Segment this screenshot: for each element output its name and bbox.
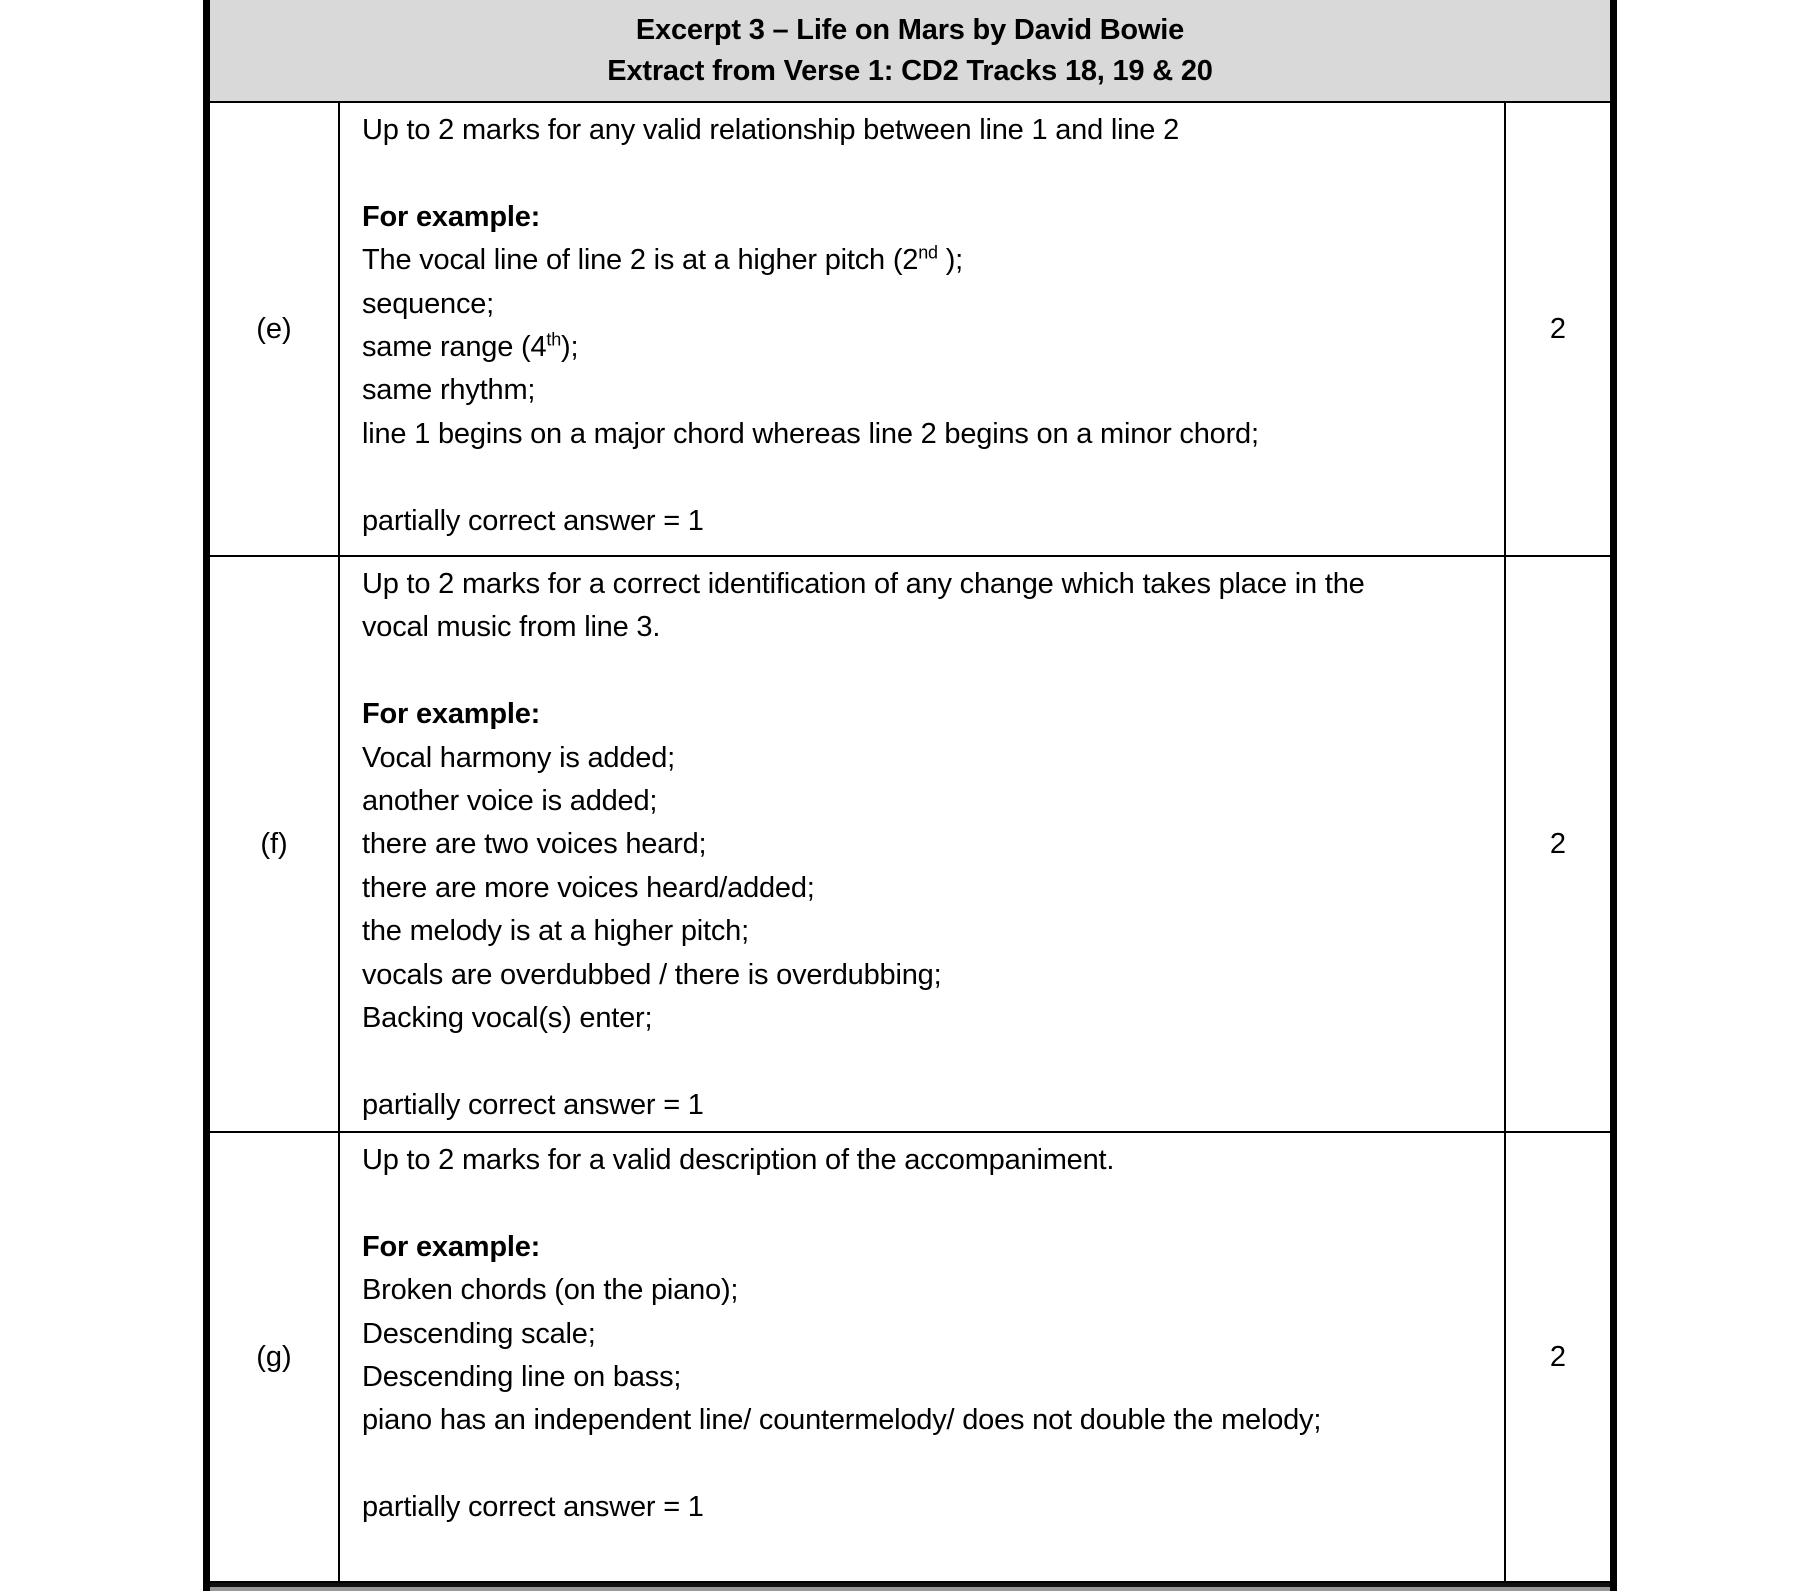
answer-line: same range (4th);: [362, 329, 579, 364]
answer-line: Descending scale;: [362, 1317, 596, 1350]
answer-line: Vocal harmony is added;: [362, 741, 675, 774]
answer-line: piano has an independent line/ countermelody/ does not double the melody;: [362, 1404, 1322, 1437]
marks-value: 2: [1549, 827, 1567, 860]
answer-line: partially correct answer = 1: [362, 1088, 704, 1121]
answer-line: For example:: [362, 698, 541, 731]
next-section-border: [210, 1583, 1610, 1591]
answer-line: there are more voices heard/added;: [362, 871, 815, 904]
answer-cell: [338, 1133, 1506, 1581]
mark-scheme-row: [210, 1133, 1610, 1583]
answer-line: Up to 2 marks for a correct identification of any change which takes place in the: [362, 568, 1365, 600]
question-label: (e): [256, 312, 292, 345]
excerpt-header: [210, 0, 1610, 103]
mark-scheme-row: [210, 557, 1610, 1133]
mark-scheme-rows: [210, 103, 1610, 1583]
answer-line: partially correct answer = 1: [362, 1491, 704, 1524]
answer-line: The vocal line of line 2 is at a higher pitch (2nd );: [362, 242, 964, 277]
mark-scheme-row: [210, 103, 1610, 557]
answer-line: For example:: [362, 200, 541, 233]
marks-value: 2: [1549, 312, 1567, 345]
answer-line: For example:: [362, 1230, 541, 1263]
answer-line: the melody is at a higher pitch;: [362, 915, 749, 948]
excerpt-title: Excerpt 3 – Life on Mars by David Bowie: [635, 13, 1185, 46]
question-label: (g): [256, 1340, 292, 1373]
answer-line: Up to 2 marks for a valid description of the accompaniment.: [362, 1144, 1115, 1176]
answer-line: Backing vocal(s) enter;: [362, 1002, 653, 1035]
answer-line: Broken chords (on the piano);: [362, 1274, 739, 1307]
answer-line: [362, 152, 1484, 195]
answer-line: Descending line on bass;: [362, 1361, 682, 1394]
answer-line: Up to 2 marks for any valid relationship between line 1 and line 2: [362, 114, 1179, 146]
answer-line: line 1 begins on a major chord whereas line 2 begins on a minor chord;: [362, 417, 1259, 450]
answer-line: [362, 650, 1484, 693]
answer-line: partially correct answer = 1: [362, 504, 704, 537]
answer-line: vocal music from line 3.: [362, 611, 661, 644]
answer-cell: [338, 557, 1506, 1131]
answer-line: another voice is added;: [362, 785, 658, 818]
answer-line: [362, 1182, 1484, 1225]
answer-line: [362, 1040, 1484, 1083]
answer-line: sequence;: [362, 287, 495, 320]
question-label: (f): [260, 827, 288, 860]
mark-scheme-table: [203, 0, 1617, 1591]
answer-line: same rhythm;: [362, 374, 536, 407]
excerpt-subtitle: Extract from Verse 1: CD2 Tracks 18, 19 & 20: [607, 54, 1213, 87]
answer-line: vocals are overdubbed / there is overdubbing;: [362, 958, 942, 991]
answer-line: [362, 1443, 1484, 1486]
answer-cell: [338, 103, 1506, 555]
answer-line: there are two voices heard;: [362, 828, 707, 861]
answer-line: [362, 456, 1484, 499]
marks-value: 2: [1549, 1340, 1567, 1373]
